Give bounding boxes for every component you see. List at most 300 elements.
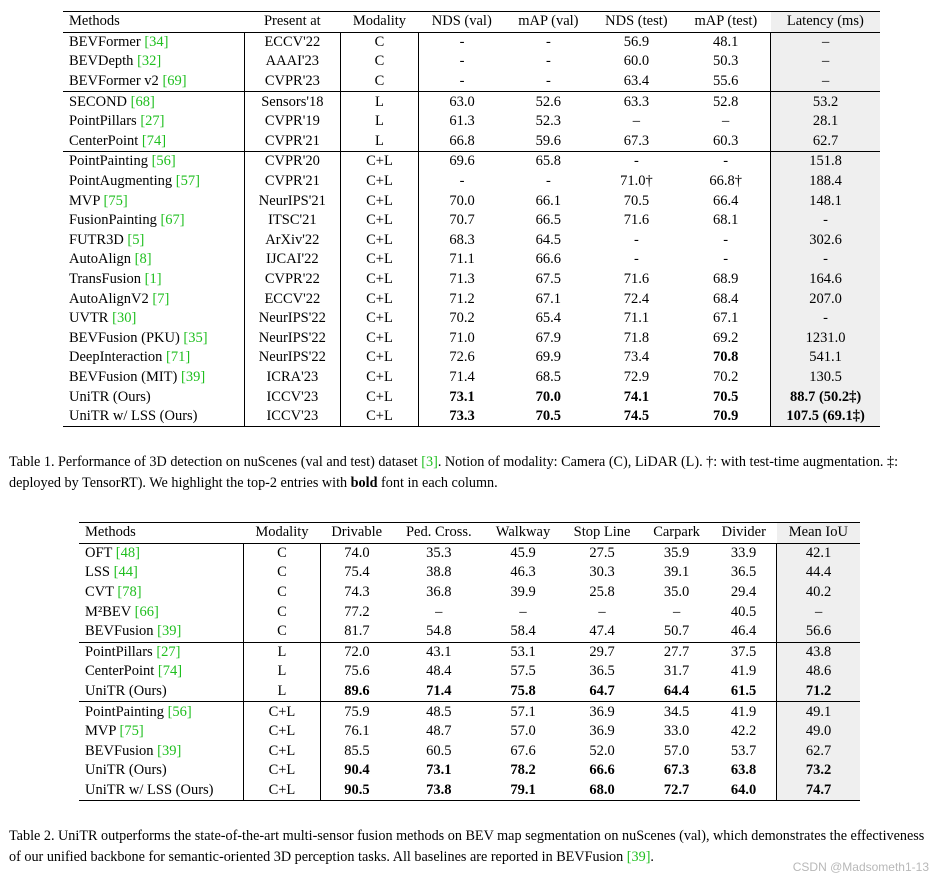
t1-header-map-test: mAP (test) — [694, 13, 758, 30]
value-text: - — [723, 153, 729, 170]
t2-body — [79, 543, 860, 801]
value-text: 52.0 — [589, 742, 615, 759]
table2-row — [79, 642, 860, 662]
value-text: 65.4 — [535, 310, 562, 327]
value-cell — [419, 407, 505, 427]
value-cell — [562, 781, 642, 801]
value-text: 57.1 — [510, 703, 536, 720]
t2-caption-cite: [39] — [626, 849, 651, 865]
value-text: 36.9 — [589, 723, 615, 740]
value-text: 36.5 — [589, 663, 615, 680]
value-text: 53.2 — [812, 93, 839, 110]
value-text: 27.7 — [663, 643, 690, 660]
value-text: 541.1 — [809, 349, 842, 366]
t1-caption-cite: [3] — [421, 454, 438, 470]
table1-row — [63, 270, 880, 290]
value-text: 78.2 — [510, 762, 536, 779]
modality-cell: C+L — [340, 270, 418, 290]
table-1-detection — [63, 11, 880, 427]
value-cell — [592, 32, 681, 52]
citation: [27] — [140, 113, 165, 130]
t1-header-nds-val: NDS (val) — [431, 13, 492, 30]
value-text: 73.1 — [449, 388, 475, 405]
value-text: 67.6 — [510, 742, 536, 759]
table-2-segmentation — [79, 522, 860, 801]
value-text: 57.0 — [510, 723, 536, 740]
table1-row — [63, 329, 880, 349]
t1-caption-text-b: . Notion of modality: Camera (C), LiDAR (L). †: with test-time augmentation. ‡: deployed by TensorRT). We highlight the top-2 entries with — [9, 454, 899, 491]
value-cell — [681, 32, 771, 52]
venue-cell: IJCAI'22 — [244, 250, 340, 270]
method-name: UVTR — [69, 310, 109, 327]
citation: [8] — [134, 251, 152, 268]
value-text: 73.2 — [805, 762, 832, 779]
method-name: BEVFormer v2 — [69, 73, 159, 90]
table1-method-cell — [63, 270, 244, 290]
table2-row — [79, 702, 860, 722]
value-text: – — [632, 113, 641, 130]
value-cell — [320, 682, 393, 702]
value-text: 63.3 — [623, 93, 650, 110]
value-cell — [642, 642, 711, 662]
value-cell — [771, 172, 880, 192]
value-text: 70.5 — [623, 192, 650, 209]
value-cell — [393, 543, 484, 563]
value-text: 64.7 — [589, 683, 615, 700]
modality-cell: C+L — [340, 152, 418, 172]
value-text: 70.2 — [449, 310, 475, 327]
method-name: UniTR w/ LSS (Ours) — [85, 782, 214, 799]
venue-cell: AAAI'23 — [244, 52, 340, 72]
value-text: 50.7 — [663, 623, 690, 640]
table2-row — [79, 682, 860, 702]
value-text: 56.6 — [805, 623, 832, 640]
value-cell — [419, 250, 505, 270]
t1-header-modality: Modality — [352, 13, 407, 30]
value-text: 31.7 — [663, 663, 690, 680]
value-text: 44.4 — [805, 564, 832, 581]
table1-method-cell — [63, 211, 244, 231]
value-cell — [320, 543, 393, 563]
value-text: 61.5 — [730, 683, 757, 700]
value-text: - — [545, 33, 551, 50]
table2-row — [79, 543, 860, 563]
value-cell — [419, 309, 505, 329]
value-text: 71.0† — [620, 173, 653, 190]
citation: [32] — [137, 53, 162, 70]
value-cell — [771, 211, 880, 231]
table1-method-cell — [63, 132, 244, 152]
value-text: 63.4 — [623, 73, 650, 90]
citation: [57] — [175, 173, 200, 190]
value-text: - — [823, 251, 829, 268]
modality-cell: C — [244, 602, 320, 622]
value-cell — [771, 348, 880, 368]
value-text: 90.5 — [344, 782, 370, 799]
value-cell — [771, 112, 880, 132]
value-cell — [681, 309, 771, 329]
value-text: 28.1 — [812, 113, 839, 130]
value-cell — [484, 781, 562, 801]
value-text: 71.6 — [623, 212, 650, 229]
method-name: FUTR3D — [69, 231, 124, 248]
t2-header-carpark: Carpark — [653, 524, 700, 541]
value-text: – — [821, 73, 830, 90]
value-cell — [681, 112, 771, 132]
method-name: PointPainting — [85, 703, 164, 720]
value-text: 45.9 — [510, 544, 536, 561]
value-text: 73.8 — [426, 782, 452, 799]
value-cell — [484, 761, 562, 781]
value-cell — [777, 761, 860, 781]
citation: [75] — [103, 192, 128, 209]
modality-cell: C — [340, 32, 418, 52]
value-text: – — [722, 113, 730, 130]
value-text: 75.6 — [344, 663, 370, 680]
value-cell — [711, 602, 777, 622]
venue-cell: CVPR'21 — [244, 132, 340, 152]
value-cell — [777, 702, 860, 722]
method-name: TransFusion — [69, 271, 141, 288]
value-cell — [562, 682, 642, 702]
value-cell — [562, 662, 642, 682]
value-text: 36.9 — [589, 703, 615, 720]
value-text: - — [633, 251, 639, 268]
value-cell — [711, 722, 777, 742]
method-name: AutoAlignV2 — [69, 290, 149, 307]
value-text: 34.5 — [663, 703, 690, 720]
value-text: 27.5 — [589, 544, 615, 561]
value-cell — [681, 172, 771, 192]
citation: [74] — [157, 663, 183, 680]
value-cell — [592, 191, 681, 211]
t2-header-ped-cross: Ped. Cross. — [405, 524, 472, 541]
value-text: 75.8 — [510, 683, 536, 700]
value-text: 71.0 — [449, 329, 475, 346]
value-cell — [419, 270, 505, 290]
value-text: 68.5 — [535, 368, 562, 385]
value-cell — [592, 289, 681, 309]
value-cell — [562, 761, 642, 781]
citation: [5] — [127, 231, 145, 248]
value-text: 41.9 — [730, 703, 757, 720]
value-cell — [562, 543, 642, 563]
t2-header-divider: Divider — [721, 524, 766, 541]
value-cell — [419, 289, 505, 309]
venue-cell: NeurIPS'22 — [244, 348, 340, 368]
value-text: - — [459, 73, 465, 90]
t1-header-latency: Latency (ms) — [771, 12, 880, 33]
value-cell — [592, 52, 681, 72]
value-cell — [484, 662, 562, 682]
table2-row — [79, 781, 860, 801]
value-cell — [711, 781, 777, 801]
citation: [48] — [115, 544, 140, 561]
method-name: SECOND — [69, 93, 128, 110]
value-text: 53.7 — [730, 742, 757, 759]
value-cell — [771, 250, 880, 270]
value-cell — [771, 231, 880, 251]
method-name: LSS — [85, 564, 110, 581]
modality-cell: C — [244, 543, 320, 563]
value-text: 67.1 — [712, 310, 739, 327]
citation: [44] — [113, 564, 138, 581]
value-cell — [393, 662, 484, 682]
value-text: 42.1 — [805, 544, 832, 561]
table1-row — [63, 250, 880, 270]
value-cell — [505, 211, 592, 231]
table2-method-cell — [79, 722, 244, 742]
venue-cell: Sensors'18 — [244, 92, 340, 112]
table1-row — [63, 92, 880, 112]
table2-method-cell — [79, 781, 244, 801]
method-name: FusionPainting — [69, 212, 157, 229]
value-cell — [419, 368, 505, 388]
modality-cell: C+L — [244, 761, 320, 781]
value-cell — [505, 329, 592, 349]
value-text: 148.1 — [809, 192, 842, 209]
citation: [39] — [157, 742, 182, 759]
venue-cell: ICCV'23 — [244, 407, 340, 427]
value-text: 71.2 — [449, 290, 475, 307]
venue-cell: NeurIPS'22 — [244, 329, 340, 349]
venue-cell: ICRA'23 — [244, 368, 340, 388]
value-cell — [419, 72, 505, 92]
value-cell — [771, 289, 880, 309]
value-cell — [771, 191, 880, 211]
modality-cell: C+L — [340, 348, 418, 368]
table1-row — [63, 72, 880, 92]
value-text: 52.8 — [712, 93, 739, 110]
value-text: 63.0 — [449, 93, 475, 110]
value-text: 75.4 — [344, 564, 370, 581]
value-text: 70.5 — [712, 388, 739, 405]
venue-cell: ICCV'23 — [244, 387, 340, 407]
value-cell — [419, 172, 505, 192]
value-text: 60.5 — [426, 742, 452, 759]
value-text: 43.8 — [805, 643, 832, 660]
table2-method-cell — [79, 682, 244, 702]
value-text: 40.5 — [730, 603, 757, 620]
value-cell — [711, 742, 777, 762]
value-text: – — [672, 603, 681, 620]
value-cell — [505, 32, 592, 52]
table1-method-cell — [63, 32, 244, 52]
value-cell — [592, 368, 681, 388]
modality-cell: C+L — [340, 191, 418, 211]
value-cell — [393, 702, 484, 722]
table1-method-cell — [63, 52, 244, 72]
value-text: 79.1 — [510, 782, 536, 799]
citation: [56] — [167, 703, 192, 720]
modality-cell: C+L — [340, 289, 418, 309]
value-cell — [419, 329, 505, 349]
value-text: 71.2 — [805, 683, 832, 700]
value-text: 63.8 — [730, 762, 757, 779]
table1-row — [63, 172, 880, 192]
method-name: BEVFusion (PKU) — [69, 329, 180, 346]
value-cell — [562, 583, 642, 603]
value-cell — [505, 52, 592, 72]
value-text: - — [723, 251, 729, 268]
value-text: 70.2 — [712, 368, 739, 385]
value-cell — [711, 563, 777, 583]
value-text: 25.8 — [589, 584, 615, 601]
table1-method-cell — [63, 289, 244, 309]
value-cell — [592, 72, 681, 92]
value-text: 68.3 — [449, 231, 475, 248]
citation: [56] — [151, 153, 176, 170]
value-cell — [642, 563, 711, 583]
table1-row — [63, 348, 880, 368]
value-cell — [777, 662, 860, 682]
method-name: CenterPoint — [85, 663, 155, 680]
value-cell — [642, 682, 711, 702]
watermark: CSDN @Madsometh1-13 — [792, 860, 929, 874]
venue-cell: CVPR'21 — [244, 172, 340, 192]
value-text: 47.4 — [589, 623, 615, 640]
table2-method-cell — [79, 563, 244, 583]
t1-header-present-at: Present at — [263, 13, 321, 30]
value-cell — [771, 407, 880, 427]
value-text: - — [823, 310, 829, 327]
value-text: 48.1 — [712, 33, 739, 50]
value-cell — [320, 702, 393, 722]
value-cell — [393, 642, 484, 662]
value-cell — [681, 329, 771, 349]
value-cell — [681, 152, 771, 172]
value-cell — [681, 72, 771, 92]
modality-cell: C+L — [340, 329, 418, 349]
value-text: 66.6 — [589, 762, 615, 779]
table1-row — [63, 368, 880, 388]
method-name: OFT — [85, 544, 113, 561]
method-name: M²BEV — [85, 603, 131, 620]
modality-cell: L — [244, 682, 320, 702]
value-text: 130.5 — [809, 368, 842, 385]
value-cell — [484, 682, 562, 702]
value-cell — [771, 92, 880, 112]
value-text: 40.2 — [805, 584, 832, 601]
value-text: 36.8 — [426, 584, 452, 601]
t1-caption-text-a: Performance of 3D detection on nuScenes (val and test) dataset — [58, 454, 422, 470]
table2-method-cell — [79, 761, 244, 781]
table2-method-cell — [79, 742, 244, 762]
value-cell — [777, 602, 860, 622]
table1-method-cell — [63, 112, 244, 132]
value-cell — [484, 722, 562, 742]
value-cell — [592, 270, 681, 290]
venue-cell: NeurIPS'22 — [244, 309, 340, 329]
value-text: 85.5 — [344, 742, 370, 759]
value-text: 62.7 — [812, 132, 839, 149]
value-cell — [505, 270, 592, 290]
value-text: 60.0 — [623, 53, 650, 70]
value-text: 1231.0 — [805, 329, 846, 346]
venue-cell: CVPR'23 — [244, 72, 340, 92]
value-cell — [642, 543, 711, 563]
value-cell — [505, 152, 592, 172]
value-text: – — [598, 603, 606, 620]
value-cell — [777, 583, 860, 603]
method-name: PointPainting — [69, 153, 148, 170]
value-text: 74.7 — [805, 782, 832, 799]
table1-row — [63, 32, 880, 52]
value-text: – — [814, 603, 823, 620]
value-cell — [393, 602, 484, 622]
value-cell — [642, 761, 711, 781]
t1-caption-label: Table 1. — [9, 454, 55, 470]
table1-method-cell — [63, 387, 244, 407]
value-text: 302.6 — [809, 231, 842, 248]
value-cell — [711, 642, 777, 662]
value-text: 207.0 — [809, 290, 842, 307]
value-text: 70.8 — [712, 349, 739, 366]
table1-row — [63, 231, 880, 251]
value-cell — [562, 702, 642, 722]
table1-method-cell — [63, 250, 244, 270]
modality-cell: C+L — [244, 742, 320, 762]
value-cell — [681, 407, 771, 427]
value-cell — [711, 622, 777, 642]
table2-method-cell — [79, 662, 244, 682]
value-cell — [681, 231, 771, 251]
value-cell — [771, 309, 880, 329]
value-text: 67.5 — [535, 271, 562, 288]
citation: [27] — [156, 643, 181, 660]
value-text: 71.3 — [449, 271, 475, 288]
value-cell — [777, 682, 860, 702]
venue-cell: CVPR'22 — [244, 270, 340, 290]
value-text: 57.5 — [510, 663, 536, 680]
value-cell — [642, 662, 711, 682]
method-name: DeepInteraction — [69, 349, 163, 366]
citation: [74] — [141, 132, 167, 149]
citation: [39] — [157, 623, 182, 640]
modality-cell: C+L — [340, 211, 418, 231]
table1-method-cell — [63, 231, 244, 251]
value-cell — [592, 309, 681, 329]
value-text: 46.4 — [730, 623, 757, 640]
venue-cell: CVPR'20 — [244, 152, 340, 172]
value-text: 57.0 — [663, 742, 690, 759]
value-cell — [505, 289, 592, 309]
value-text: 68.1 — [712, 212, 739, 229]
table2-row — [79, 563, 860, 583]
value-cell — [777, 722, 860, 742]
value-cell — [393, 761, 484, 781]
table2-row — [79, 742, 860, 762]
method-name: AutoAlign — [69, 251, 132, 268]
modality-cell: C+L — [340, 231, 418, 251]
value-text: 72.6 — [449, 349, 475, 366]
value-cell — [393, 622, 484, 642]
citation: [66] — [134, 603, 159, 620]
value-text: 71.8 — [623, 329, 650, 346]
value-cell — [505, 368, 592, 388]
value-text: – — [435, 603, 443, 620]
citation: [35] — [183, 329, 208, 346]
value-cell — [505, 348, 592, 368]
value-text: 74.0 — [344, 544, 370, 561]
modality-cell: C+L — [340, 309, 418, 329]
value-cell — [711, 702, 777, 722]
citation: [75] — [119, 723, 144, 740]
value-text: 70.7 — [449, 212, 475, 229]
value-cell — [505, 132, 592, 152]
value-text: 89.6 — [344, 683, 370, 700]
value-cell — [505, 191, 592, 211]
